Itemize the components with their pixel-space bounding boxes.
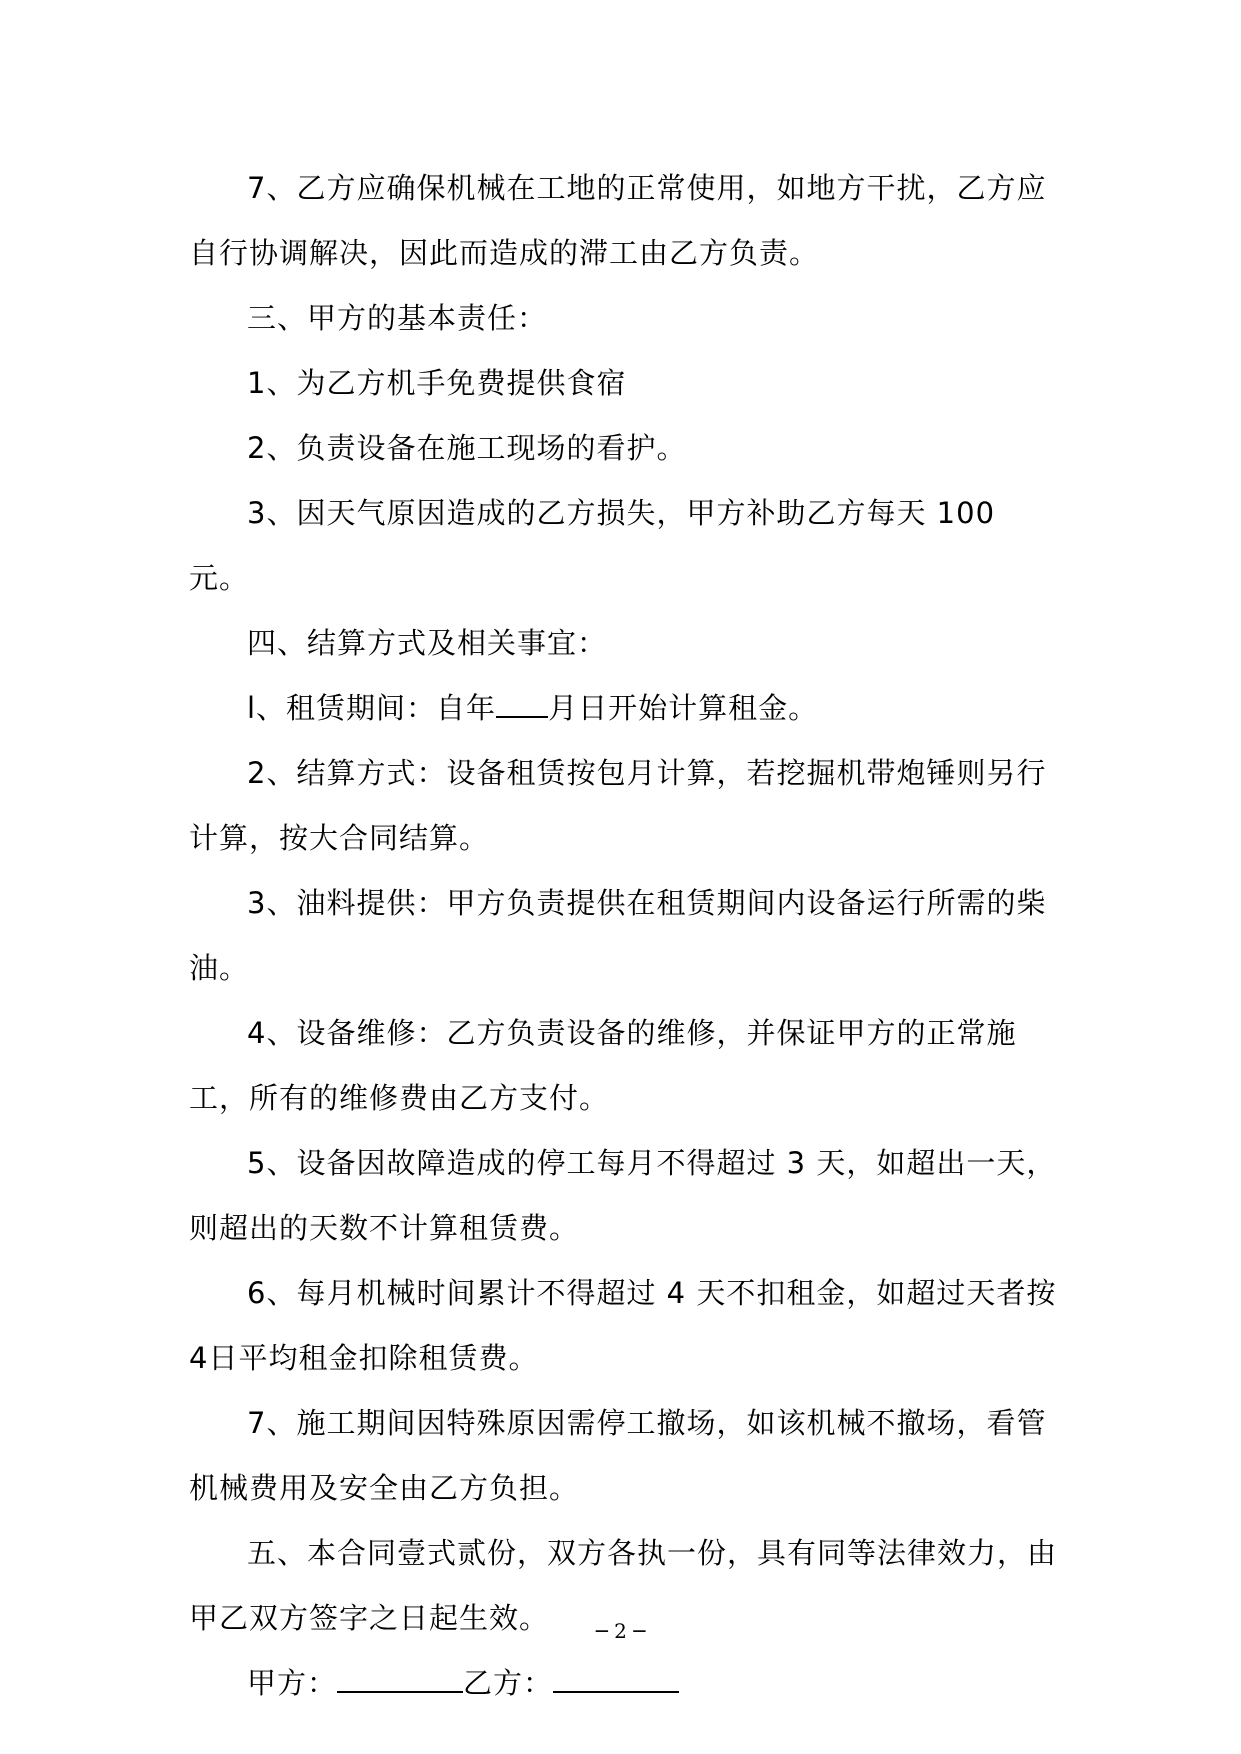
section-heading-contract-copies: 五、本合同壹式贰份，双方各执一份，具有同等法律效力，由甲乙双方签字之日起生效。 xyxy=(189,1536,1058,1635)
section-heading-party-a-duties: 三、甲方的基本责任： xyxy=(247,301,548,335)
lease-month-blank xyxy=(496,690,548,718)
page-number: ─ 2 ─ xyxy=(595,1619,646,1643)
clause-fuel-supply: 3、油料提供：甲方负责提供在租赁期间内设备运行所需的柴油。 xyxy=(189,886,1047,985)
party-a-label: 甲方： xyxy=(247,1666,338,1700)
party-b-signature-blank xyxy=(553,1665,679,1693)
party-b-label: 乙方： xyxy=(463,1666,554,1700)
clause-lessor-coordination: 7、乙方应确保机械在工地的正常使用，如地方干扰，乙方应自行协调解决，因此而造成的滞工由乙方负责。 xyxy=(189,171,1047,270)
clause-site-withdrawal: 7、施工期间因特殊原因需停工撤场，如该机械不撤场，看管机械费用及安全由乙方负担。 xyxy=(189,1406,1047,1505)
lease-period-text-after: 月日开始计算租金。 xyxy=(548,691,819,725)
clause-settlement-method: 2、结算方式：设备租赁按包月计算，若挖掘机带炮锤则另行计算，按大合同结算。 xyxy=(189,756,1047,855)
signature-line xyxy=(189,1651,1059,1716)
clause-food-lodging: 1、为乙方机手免费提供食宿 xyxy=(247,366,627,400)
clause-weather-subsidy: 3、因天气原因造成的乙方损失，甲方补助乙方每天 100 元。 xyxy=(189,496,996,595)
lease-period-text-before: l、租赁期间：自年 xyxy=(247,691,497,725)
clause-lease-period xyxy=(189,676,1059,741)
clause-breakdown-limit: 5、设备因故障造成的停工每月不得超过 3 天，如超出一天，则超出的天数不计算租赁费。 xyxy=(189,1146,1057,1245)
section-heading-settlement: 四、结算方式及相关事宜： xyxy=(247,626,608,660)
clause-equipment-maintenance: 4、设备维修：乙方负责设备的维修，并保证甲方的正常施工，所有的维修费由乙方支付。 xyxy=(189,1016,1017,1115)
document-body xyxy=(189,156,1059,1716)
clause-monthly-downtime: 6、每月机械时间累计不得超过 4 天不扣租金，如超过天者按 4日平均租金扣除租赁费。 xyxy=(189,1276,1057,1375)
party-a-signature-blank xyxy=(337,1665,463,1693)
clause-equipment-custody: 2、负责设备在施工现场的看护。 xyxy=(247,431,687,465)
